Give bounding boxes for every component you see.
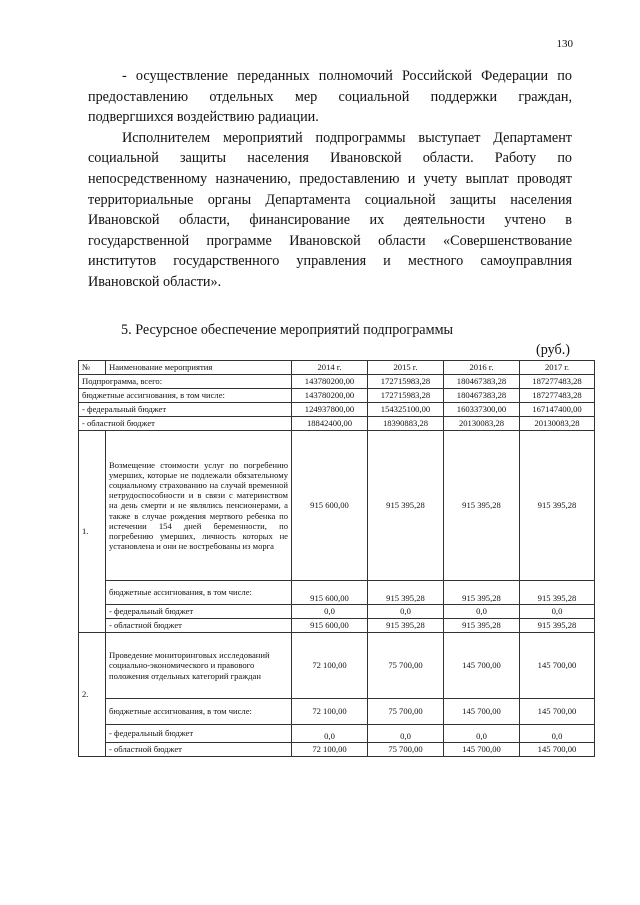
cell-value: 915 395,28 — [444, 431, 520, 581]
cell-value: 915 395,28 — [520, 431, 595, 581]
cell-value: 0,0 — [292, 605, 368, 619]
item-name: Возмещение стоимости услуг по погребению умерших, которые не подлежали обязательному социальному страхованию на случай временной нетрудоспособности и в связи с материнством на день смерти и не являлись пенсионерами, а также в случае рождения мертвого ребенка по истечении 154 дней беременности, по погребению умерших, личность которых не установлена и они не востребованы из морга — [106, 431, 292, 581]
cell-value: 915 395,28 — [444, 581, 520, 605]
paragraph-radiation: - осуществление переданных полномочий Российской Федерации по предоставлению отдельных мер социальной поддержки граждан, подвергшихся воздействию радиации. — [88, 68, 572, 126]
cell-value: 0,0 — [292, 725, 368, 743]
page-number: 130 — [556, 38, 573, 50]
cell-value: 75 700,00 — [368, 743, 444, 757]
cell-value: 172715983,28 — [368, 389, 444, 403]
row-label: - федеральный бюджет — [106, 605, 292, 619]
cell-value: 72 100,00 — [292, 699, 368, 725]
cell-value: 72 100,00 — [292, 743, 368, 757]
cell-value: 124937800,00 — [292, 403, 368, 417]
cell-value: 915 395,28 — [444, 619, 520, 633]
row-label: - федеральный бюджет — [106, 725, 292, 743]
row-label: бюджетные ассигнования, в том числе: — [106, 699, 292, 725]
cell-value: 18842400,00 — [292, 417, 368, 431]
cell-value: 187277483,28 — [520, 375, 595, 389]
cell-value: 160337300,00 — [444, 403, 520, 417]
header-name: Наименование мероприятия — [106, 361, 292, 375]
cell-value: 20130083,28 — [444, 417, 520, 431]
cell-value: 145 700,00 — [444, 743, 520, 757]
table-row — [79, 619, 595, 633]
row-label: - областной бюджет — [106, 619, 292, 633]
table-row — [79, 389, 595, 403]
cell-value: 915 395,28 — [368, 619, 444, 633]
table-row — [79, 417, 595, 431]
cell-value: 180467383,28 — [444, 375, 520, 389]
cell-value: 145 700,00 — [444, 699, 520, 725]
table-row — [79, 725, 595, 743]
cell-value: 915 395,28 — [520, 619, 595, 633]
section-title: 5. Ресурсное обеспечение мероприятий подпрограммы — [121, 322, 454, 338]
header-year: 2017 г. — [520, 361, 595, 375]
table-header-row — [79, 361, 595, 375]
item-index: 1. — [79, 431, 106, 633]
cell-value: 187277483,28 — [520, 389, 595, 403]
cell-value: 172715983,28 — [368, 375, 444, 389]
header-num: № — [79, 361, 106, 375]
table-row — [79, 699, 595, 725]
table-row — [79, 581, 595, 605]
item-index: 2. — [79, 633, 106, 757]
cell-value: 145 700,00 — [520, 633, 595, 699]
cell-value: 180467383,28 — [444, 389, 520, 403]
cell-value: 154325100,00 — [368, 403, 444, 417]
cell-value: 0,0 — [520, 605, 595, 619]
cell-value: 915 600,00 — [292, 431, 368, 581]
cell-value: 915 600,00 — [292, 619, 368, 633]
table-row — [79, 605, 595, 619]
table-row — [79, 633, 595, 699]
cell-value: 145 700,00 — [520, 699, 595, 725]
cell-value: 72 100,00 — [292, 633, 368, 699]
unit-label: (руб.) — [535, 342, 570, 358]
row-label: - областной бюджет — [79, 417, 292, 431]
cell-value: 167147400,00 — [520, 403, 595, 417]
header-year: 2016 г. — [444, 361, 520, 375]
item-name: Проведение мониторинговых исследований социально-экономического и правового положения отдельных категорий граждан — [106, 633, 292, 699]
table-row — [79, 431, 595, 581]
cell-value: 915 395,28 — [520, 581, 595, 605]
cell-value: 143780200,00 — [292, 375, 368, 389]
cell-value: 143780200,00 — [292, 389, 368, 403]
header-year: 2014 г. — [292, 361, 368, 375]
cell-value: 0,0 — [520, 725, 595, 743]
row-label: Подпрограмма, всего: — [79, 375, 292, 389]
budget-table — [78, 360, 595, 757]
cell-value: 18390883,28 — [368, 417, 444, 431]
table-row — [79, 375, 595, 389]
cell-value: 20130083,28 — [520, 417, 595, 431]
cell-value: 75 700,00 — [368, 699, 444, 725]
cell-value: 0,0 — [368, 605, 444, 619]
cell-value: 915 395,28 — [368, 581, 444, 605]
table-row — [79, 403, 595, 417]
table-row — [79, 743, 595, 757]
cell-value: 915 600,00 — [292, 581, 368, 605]
paragraph-executor: Исполнителем мероприятий подпрограммы выступает Департамент социальной защиты населения Ивановской области. Работу по непосредственному назначению, предоставлению и учету выплат проводят территориальные органы Департамента социальной защиты населения Ивановской области, финансирование их деятельности учтено в государственной программе Ивановской области «Совершенствование институтов государственного управления и местного самоуправлния Ивановской области». — [88, 129, 572, 290]
row-label: - федеральный бюджет — [79, 403, 292, 417]
cell-value: 0,0 — [444, 725, 520, 743]
cell-value: 0,0 — [368, 725, 444, 743]
cell-value: 145 700,00 — [520, 743, 595, 757]
cell-value: 75 700,00 — [368, 633, 444, 699]
cell-value: 145 700,00 — [444, 633, 520, 699]
row-label: бюджетные ассигнования, в том числе: — [106, 581, 292, 605]
cell-value: 915 395,28 — [368, 431, 444, 581]
row-label: - областной бюджет — [106, 743, 292, 757]
header-year: 2015 г. — [368, 361, 444, 375]
body-text — [88, 66, 572, 293]
row-label: бюджетные ассигнования, в том числе: — [79, 389, 292, 403]
cell-value: 0,0 — [444, 605, 520, 619]
